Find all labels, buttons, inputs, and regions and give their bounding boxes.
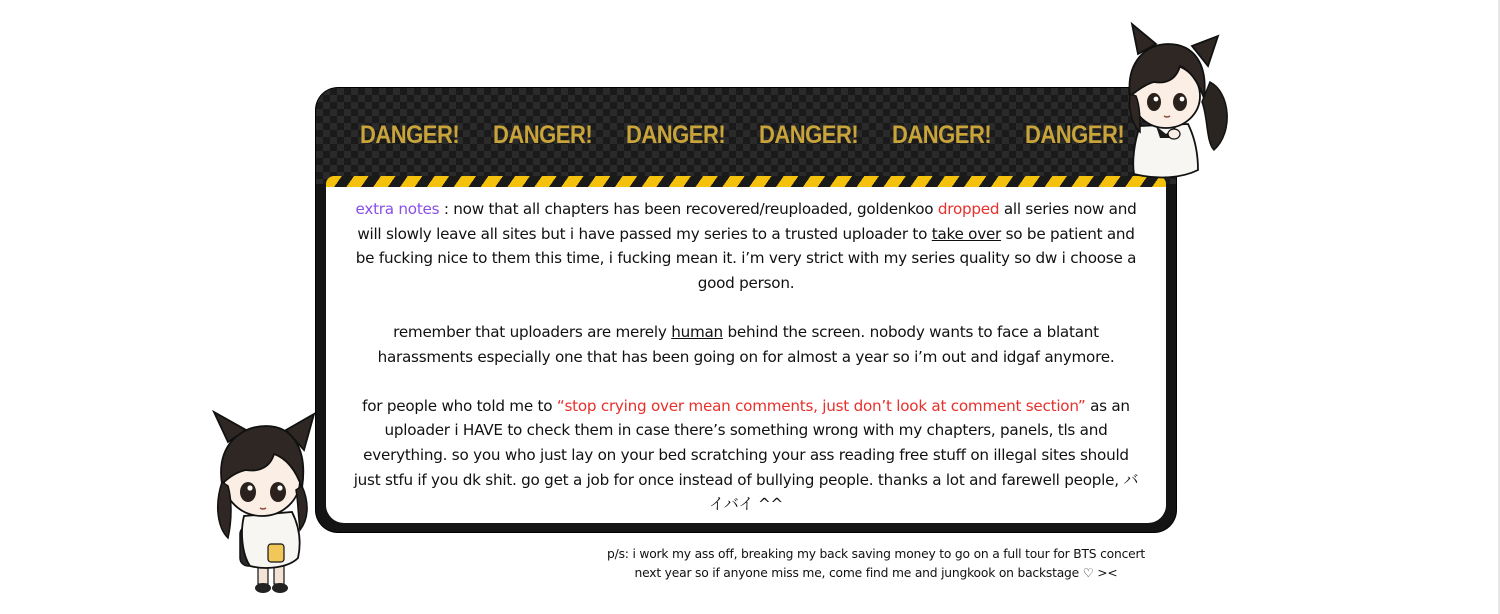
danger-word: DANGER! [892,120,992,149]
chibi-character-bottom-left-illustration [200,408,328,596]
notice-text: remember that uploaders are merely [393,322,672,341]
postscript [586,545,1166,583]
notice-text: all series now and will slowly leave all sites but i have passed my series to a trusted uploader to [357,200,1137,243]
postscript-line: p/s: i work my ass off, breaking my back saving money to go on a full tour for BTS concert [607,547,1145,561]
danger-word: DANGER! [360,120,460,149]
danger-word: DANGER! [759,120,859,149]
notice-text: behind the screen. nobody wants to face a blatant harassments especially one that has been going on for almost a year so i’m out and idgaf anymore. [377,322,1115,366]
notice-paragraph-uploaders [348,320,1144,369]
danger-word: DANGER! [626,120,726,149]
extra-notes-label: extra notes [355,200,440,218]
notice-text: so be patient and be fucking nice to them this time, i fucking mean it. i’m very strict with my series quality so dw i choose a good person. [355,224,1137,292]
take-over-underlined: take over [931,224,1002,243]
notice-text: for people who told me to [362,396,557,415]
danger-word: DANGER! [1025,120,1125,149]
notice-text: : now that all chapters has been recovered/reuploaded, goldenkoo [439,200,938,218]
notice-paper [326,187,1166,523]
danger-word-row [360,122,1158,148]
postscript-line: next year so if anyone miss me, come find me and jungkook on backstage ♡ >< [634,566,1118,580]
chibi-character-top-right-illustration [1110,22,1234,182]
notice-paragraph-extra-notes [348,197,1144,295]
dropped-highlight: dropped [937,200,1000,218]
human-underlined: human [671,322,723,341]
notice-text: as an uploader i HAVE to check them in case there’s something wrong with my chapters, panels, tls and everything. so you who just lay on your bed scratching your ass reading free stuff on illegal sites should just stfu if you dk shit. go get a job for once instead of bullying people. thanks a lot and farewell people, バイバイ ^^ [353,396,1139,514]
danger-banner [316,88,1176,184]
danger-word: DANGER! [493,120,593,149]
notice-body [348,197,1144,517]
notice-card [316,88,1176,532]
quote-highlight: “stop crying over mean comments, just don’t look at comment section” [556,396,1086,415]
notice-paragraph-comments [348,394,1144,517]
